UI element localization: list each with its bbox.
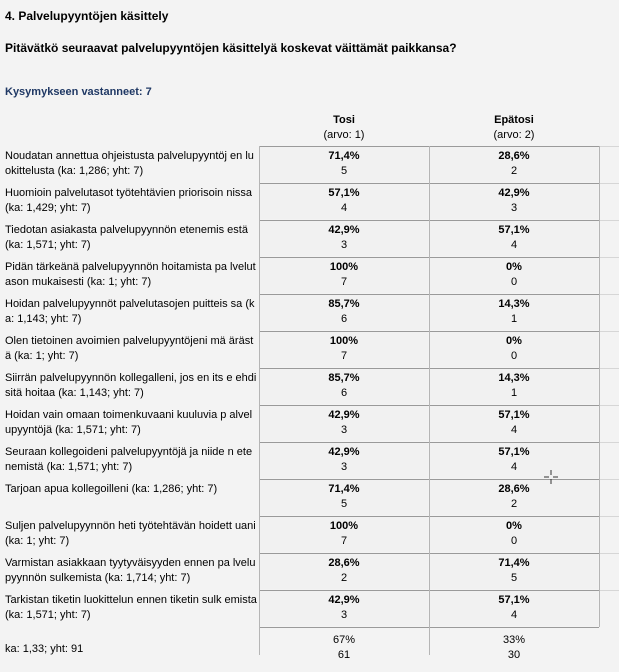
row-label: Pidän tärkeänä palvelupyynnön hoitamista pa lvelutason mukaisesti (ka: 1; yht: 7) <box>5 261 256 288</box>
table-row <box>0 183 619 220</box>
row-label: Tiedotan asiakasta palvelupyynnön etenemis estä (ka: 1,571; yht: 7) <box>5 224 248 251</box>
row-divider-extension <box>599 368 619 369</box>
cell-epatosi-count: 4 <box>510 609 518 621</box>
totals-label: ka: 1,33; yht: 91 <box>5 643 84 655</box>
cell-epatosi-count: 5 <box>510 572 518 584</box>
row-divider-extension <box>599 553 619 554</box>
cell-tosi-count: 3 <box>340 461 348 473</box>
cell-epatosi <box>430 553 598 589</box>
row-label: Seuraan kollegoideni palvelupyyntöjä ja niide n etenemistä (ka: 1,571; yht: 7) <box>5 446 253 473</box>
cell-epatosi <box>430 294 598 330</box>
crosshair-cursor-icon <box>543 469 559 485</box>
row-divider-extension <box>599 405 619 406</box>
cell-epatosi-pct: 14,3% <box>498 298 530 310</box>
cell-tosi <box>260 405 428 441</box>
row-divider-extension <box>599 590 619 591</box>
column-header-epatosi-value: (arvo: 2) <box>493 129 535 141</box>
totals-epatosi-pct: 33% <box>502 634 526 646</box>
cell-tosi-pct: 71,4% <box>328 150 360 162</box>
cell-epatosi <box>430 257 598 293</box>
table-row <box>0 294 619 331</box>
column-header-epatosi-name: Epätosi <box>494 114 534 126</box>
row-label: Huomioin palvelutasot työtehtävien priorisoin nissa (ka: 1,429; yht: 7) <box>5 187 253 214</box>
cell-tosi-pct: 42,9% <box>328 446 360 458</box>
cell-epatosi-count: 0 <box>510 350 518 362</box>
row-divider-extension <box>599 183 619 184</box>
cell-epatosi-pct: 57,1% <box>498 446 530 458</box>
question-text: Pitävätkö seuraavat palvelupyyntöjen käsittelyä koskevat väittämät paikkansa? <box>5 41 457 55</box>
column-divider <box>429 146 430 655</box>
cell-tosi <box>260 590 428 626</box>
column-header-tosi-value: (arvo: 1) <box>323 129 365 141</box>
table-row <box>0 442 619 479</box>
table-row <box>0 516 619 553</box>
cell-epatosi-pct: 42,9% <box>498 187 530 199</box>
row-divider-extension <box>599 294 619 295</box>
row-divider-extension <box>599 146 619 147</box>
cell-tosi-pct: 42,9% <box>328 594 360 606</box>
cell-tosi <box>260 146 428 182</box>
column-header-tosi <box>259 113 429 143</box>
cell-epatosi-count: 2 <box>510 498 518 510</box>
cell-tosi-pct: 100% <box>329 335 359 347</box>
cell-tosi <box>260 294 428 330</box>
row-divider-extension <box>599 442 619 443</box>
table-row <box>0 405 619 442</box>
cell-epatosi <box>430 368 598 404</box>
cell-epatosi-pct: 14,3% <box>498 372 530 384</box>
cell-epatosi-pct: 0% <box>506 335 522 347</box>
cell-epatosi-pct: 28,6% <box>498 483 530 495</box>
cell-epatosi-pct: 0% <box>506 261 522 273</box>
column-header-tosi-name: Tosi <box>333 114 355 126</box>
row-divider-extension <box>599 331 619 332</box>
totals-epatosi-n: 30 <box>507 649 521 661</box>
cell-epatosi <box>430 220 598 256</box>
cell-tosi-count: 3 <box>340 424 348 436</box>
cell-epatosi-count: 1 <box>510 387 518 399</box>
cell-tosi-count: 3 <box>340 239 348 251</box>
respondents-count: Kysymykseen vastanneet: 7 <box>5 86 152 98</box>
row-label: Hoidan vain omaan toimenkuvaani kuuluvia p alvelupyyntöjä (ka: 1,571; yht: 7) <box>5 409 253 436</box>
cell-tosi <box>260 257 428 293</box>
cell-tosi <box>260 516 428 552</box>
cell-epatosi-count: 2 <box>510 165 518 177</box>
table-row <box>0 331 619 368</box>
column-divider <box>259 146 260 655</box>
cell-epatosi-pct: 57,1% <box>498 409 530 421</box>
row-label: Tarkistan tiketin luokittelun ennen tiketin sulk emista (ka: 1,571; yht: 7) <box>5 594 257 621</box>
table-row <box>0 590 619 627</box>
row-divider-extension <box>599 516 619 517</box>
cell-tosi-count: 2 <box>340 572 348 584</box>
table-row <box>0 257 619 294</box>
cell-epatosi <box>430 146 598 182</box>
row-label: Noudatan annettua ohjeistusta palvelupyyntöj en luokittelusta (ka: 1,286; yht: 7) <box>5 150 254 177</box>
table-row <box>0 220 619 257</box>
cell-epatosi-count: 4 <box>510 239 518 251</box>
table-row <box>0 553 619 590</box>
cell-tosi-count: 5 <box>340 498 348 510</box>
cell-epatosi-count: 3 <box>510 202 518 214</box>
column-divider <box>599 146 600 627</box>
table-row <box>0 479 619 516</box>
cell-epatosi <box>430 405 598 441</box>
totals-tosi <box>259 633 429 663</box>
cell-tosi <box>260 368 428 404</box>
cell-epatosi-count: 4 <box>510 424 518 436</box>
cell-tosi-pct: 85,7% <box>328 372 360 384</box>
cell-tosi <box>260 442 428 478</box>
cell-epatosi <box>430 479 598 515</box>
cell-tosi-pct: 28,6% <box>328 557 360 569</box>
cell-tosi-count: 7 <box>340 276 348 288</box>
cell-tosi <box>260 331 428 367</box>
row-divider-extension <box>599 257 619 258</box>
cell-epatosi <box>430 590 598 626</box>
cell-tosi-count: 5 <box>340 165 348 177</box>
totals-tosi-pct: 67% <box>332 634 356 646</box>
cell-tosi-pct: 57,1% <box>328 187 360 199</box>
cell-epatosi-pct: 0% <box>506 520 522 532</box>
row-divider-extension <box>599 479 619 480</box>
column-header-epatosi <box>429 113 599 143</box>
cell-epatosi <box>430 331 598 367</box>
cell-tosi-count: 6 <box>340 387 348 399</box>
cell-epatosi <box>430 516 598 552</box>
cell-tosi <box>260 183 428 219</box>
cell-epatosi-pct: 28,6% <box>498 150 530 162</box>
cell-tosi-count: 6 <box>340 313 348 325</box>
row-label: Varmistan asiakkaan tyytyväisyyden ennen pa lvelupyynnön sulkemista (ka: 1,714; yht: 7) <box>5 557 256 584</box>
cell-tosi-count: 7 <box>340 535 348 547</box>
cell-tosi-pct: 42,9% <box>328 224 360 236</box>
section-title: 4. Palvelupyyntöjen käsittely <box>5 9 169 23</box>
cell-tosi <box>260 220 428 256</box>
cell-epatosi-pct: 71,4% <box>498 557 530 569</box>
cell-tosi <box>260 553 428 589</box>
table-row <box>0 146 619 183</box>
table-row <box>0 368 619 405</box>
cell-tosi <box>260 479 428 515</box>
cell-tosi-pct: 42,9% <box>328 409 360 421</box>
cell-epatosi-pct: 57,1% <box>498 224 530 236</box>
totals-epatosi <box>429 633 599 663</box>
cell-epatosi-count: 4 <box>510 461 518 473</box>
row-label: Olen tietoinen avoimien palvelupyyntöjeni mä ärästä (ka: 1; yht: 7) <box>5 335 254 362</box>
row-label: Suljen palvelupyynnön heti työtehtävän hoidett uani (ka: 1; yht: 7) <box>5 520 256 547</box>
row-label: Hoidan palvelupyynnöt palvelutasojen puitteis sa (ka: 1,143; yht: 7) <box>5 298 255 325</box>
cell-tosi-count: 7 <box>340 350 348 362</box>
row-label: Tarjoan apua kollegoilleni (ka: 1,286; yht: 7) <box>5 483 218 495</box>
cell-tosi-pct: 71,4% <box>328 483 360 495</box>
totals-tosi-n: 61 <box>337 649 351 661</box>
cell-epatosi-count: 0 <box>510 535 518 547</box>
cell-tosi-pct: 85,7% <box>328 298 360 310</box>
cell-tosi-count: 4 <box>340 202 348 214</box>
cell-tosi-count: 3 <box>340 609 348 621</box>
cell-epatosi-count: 1 <box>510 313 518 325</box>
cell-epatosi <box>430 442 598 478</box>
cell-tosi-pct: 100% <box>329 520 359 532</box>
cell-tosi-pct: 100% <box>329 261 359 273</box>
cell-epatosi-count: 0 <box>510 276 518 288</box>
row-label: Siirrän palvelupyynnön kollegalleni, jos en its e ehdi sitä hoitaa (ka: 1,143; yht: 7) <box>5 372 257 399</box>
cell-epatosi <box>430 183 598 219</box>
row-divider-extension <box>599 220 619 221</box>
cell-epatosi-pct: 57,1% <box>498 594 530 606</box>
